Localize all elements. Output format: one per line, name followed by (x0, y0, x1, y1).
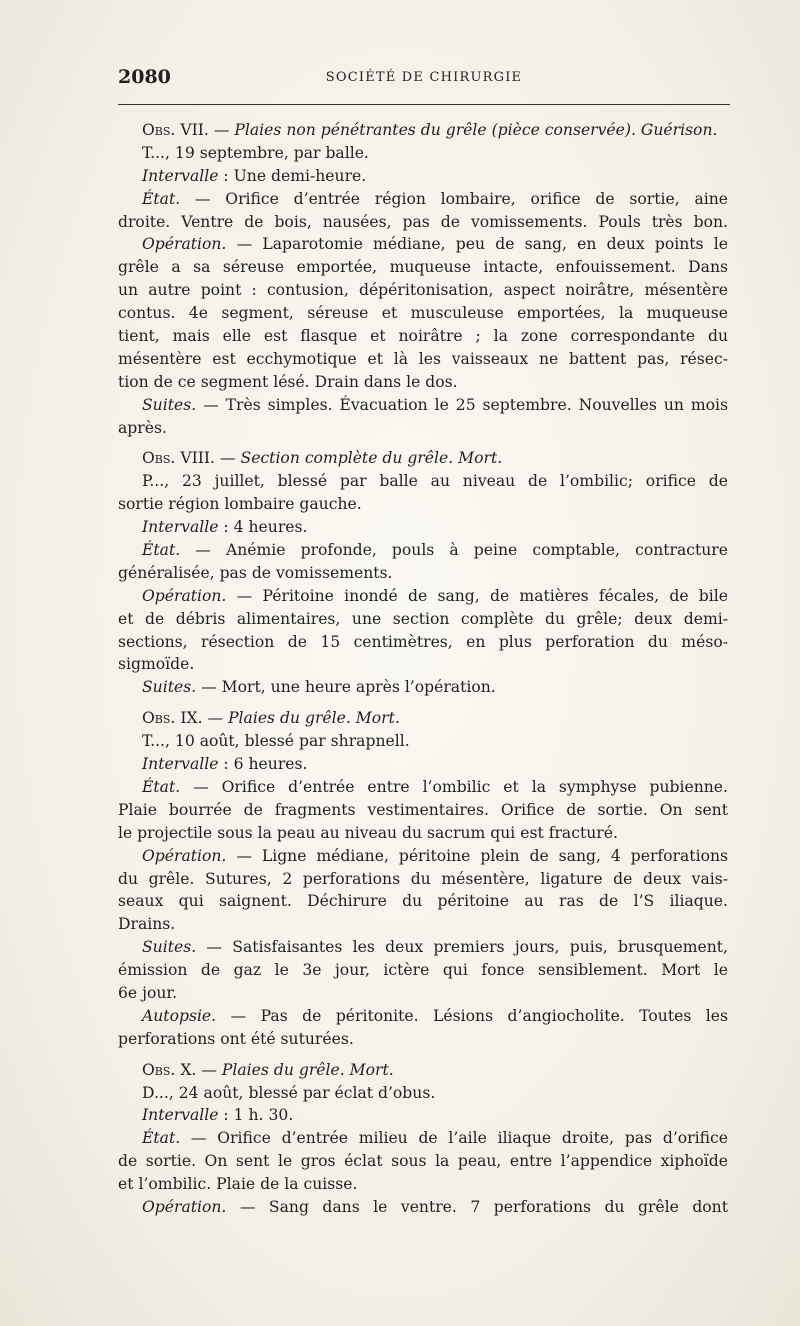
line-text: sections, résection de 15 centimètres, en plus perforation du méso- (118, 632, 728, 651)
running-title: SOCIÉTÉ DE CHIRURGIE (325, 70, 523, 85)
body-text (118, 119, 728, 1219)
text-line (118, 676, 728, 699)
text-line (118, 913, 728, 936)
text-line (118, 256, 728, 279)
text-line (118, 585, 728, 608)
section-label: Autopsie. (142, 1006, 217, 1025)
text-line (118, 371, 728, 394)
observation-label: Obs. X. (142, 1060, 197, 1079)
paragraph-gap (118, 699, 728, 707)
line-text: après. (118, 418, 167, 437)
line-text: — Ligne médiane, péritoine plein de sang, 4 perforations (226, 846, 728, 865)
line-text: — Sang dans le ventre. 7 perforations du grêle dont (226, 1197, 728, 1216)
text-line (118, 302, 728, 325)
text-line (118, 516, 728, 539)
line-text: P..., 23 juillet, blessé par balle au niveau de l’ombilic; orifice de (142, 472, 728, 491)
line-text: tient, mais elle est flasque et noirâtre ; la zone correspondante du (118, 327, 728, 346)
text-line (118, 753, 728, 776)
text-line (118, 539, 728, 562)
line-text: sortie région lombaire gauche. (118, 495, 362, 514)
section-label: État. (142, 189, 181, 208)
section-label: Opération. (142, 1197, 227, 1216)
line-text: sigmoïde. (118, 655, 195, 674)
line-text: : 6 heures. (218, 755, 308, 774)
line-text: — Satisfaisantes les deux premiers jours, puis, brusquement, (196, 938, 728, 957)
text-line (118, 1150, 728, 1173)
line-text: et de débris alimentaires, une section complète du grêle; deux demi- (118, 609, 728, 628)
section-label: Opération. (142, 586, 227, 605)
text-line (118, 1196, 728, 1219)
line-text: — Mort, une heure après l’opération. (196, 678, 496, 697)
text-line (118, 936, 728, 959)
text-line (118, 417, 728, 440)
line-text: émission de gaz le 3e jour, ictère qui fonce sensiblement. Mort le (118, 961, 728, 980)
text-line (118, 348, 728, 371)
paragraph-gap (118, 1051, 728, 1059)
text-line (118, 776, 728, 799)
observation-title: Plaies non pénétrantes du grêle (pièce conservée). Guérison. (234, 121, 718, 139)
line-text: contus. 4e segment, séreuse et musculeuse emportées, la muqueuse (118, 304, 728, 323)
line-text: — (202, 709, 229, 728)
text-line (118, 119, 728, 142)
observation-title: Plaies du grêle. Mort. (221, 1060, 394, 1079)
line-text: T..., 10 août, blessé par shrapnell. (142, 732, 410, 751)
line-text: — Très simples. Évacuation le 25 septembre. Nouvelles un mois (196, 395, 728, 414)
text-line (118, 1028, 728, 1051)
section-label: Opération. (142, 846, 227, 865)
line-text: tion de ce segment lésé. Drain dans le dos. (118, 372, 458, 391)
header-rule (118, 104, 730, 105)
text-line (118, 730, 728, 753)
line-text: du grêle. Sutures, 2 perforations du mésentère, ligature de deux vais- (118, 869, 728, 888)
line-text: T..., 19 septembre, par balle. (142, 143, 369, 162)
observation-label: Obs. VII. (142, 121, 209, 139)
text-line (118, 822, 728, 845)
text-line (118, 470, 728, 493)
text-line (118, 325, 728, 348)
observation-label: Obs. VIII. (142, 449, 216, 468)
line-text: — Orifice d’entrée milieu de l’aile iliaque droite, pas d’orifice (180, 1129, 728, 1148)
observation-title: Plaies du grêle. Mort. (228, 709, 400, 728)
line-text: — (208, 121, 235, 139)
text-line (118, 707, 728, 730)
text-line (118, 165, 728, 188)
text-line (118, 447, 728, 470)
section-label: Intervalle (142, 1106, 219, 1125)
text-line (118, 1005, 728, 1028)
line-text: perforations ont été suturées. (118, 1029, 354, 1048)
line-text: — Orifice d’entrée région lombaire, orifice de sortie, aine (180, 189, 728, 208)
text-line (118, 279, 728, 302)
line-text: mésentère est ecchymotique et là les vaisseaux ne battent pas, résec- (118, 349, 728, 368)
text-line (118, 959, 728, 982)
line-text: — Laparotomie médiane, peu de sang, en deux points le (226, 235, 728, 254)
line-text: : 4 heures. (218, 518, 308, 537)
line-text: droite. Ventre de bois, nausées, pas de vomissements. Pouls très bon. (118, 212, 728, 231)
text-line (118, 562, 728, 585)
text-line (118, 890, 728, 913)
line-text: — Anémie profonde, pouls à peine comptable, contracture (180, 541, 728, 560)
text-line (118, 845, 728, 868)
text-line (118, 211, 728, 234)
line-text: et l’ombilic. Plaie de la cuisse. (118, 1175, 358, 1194)
line-text: Drains. (118, 915, 176, 934)
line-text: seaux qui saignent. Déchirure du péritoine au ras de l’S iliaque. (118, 892, 728, 911)
line-text: — (196, 1060, 222, 1079)
section-label: État. (142, 1129, 181, 1148)
text-line (118, 1127, 728, 1150)
paragraph-gap (118, 439, 728, 447)
line-text: 6e jour. (118, 983, 178, 1002)
text-line (118, 1173, 728, 1196)
section-label: État. (142, 777, 181, 796)
line-text: le projectile sous la peau au niveau du sacrum qui est fracturé. (118, 823, 618, 842)
line-text: — Pas de péritonite. Lésions d’angiocholite. Toutes les (216, 1006, 728, 1025)
text-line (118, 1059, 728, 1082)
section-label: État. (142, 541, 181, 560)
section-label: Intervalle (142, 166, 219, 185)
line-text: — Péritoine inondé de sang, de matières fécales, de bile (226, 586, 728, 605)
section-label: Intervalle (142, 755, 219, 774)
text-line (118, 799, 728, 822)
line-text: un autre point : contusion, dépéritonisation, aspect noirâtre, mésentère (118, 281, 728, 300)
text-line (118, 188, 728, 211)
line-text: généralisée, pas de vomissements. (118, 563, 393, 582)
line-text: — (215, 449, 241, 468)
line-text: — Orifice d’entrée entre l’ombilic et la symphyse pubienne. (180, 777, 728, 796)
text-line (118, 142, 728, 165)
text-line (118, 233, 728, 256)
page-header (118, 66, 730, 92)
text-line (118, 608, 728, 631)
line-text: : Une demi-heure. (218, 166, 367, 185)
line-text: grêle a sa séreuse emportée, muqueuse intacte, enfouissement. Dans (118, 258, 728, 277)
text-line (118, 631, 728, 654)
line-text: D..., 24 août, blessé par éclat d’obus. (142, 1083, 436, 1102)
section-label: Intervalle (142, 518, 219, 537)
section-label: Suites. (142, 395, 197, 414)
text-line (118, 982, 728, 1005)
line-text: de sortie. On sent le gros éclat sous la peau, entre l’appendice xiphoïde (118, 1152, 728, 1171)
observation-label: Obs. IX. (142, 709, 203, 728)
text-line (118, 1082, 728, 1105)
section-label: Suites. (142, 938, 197, 957)
text-line (118, 1104, 728, 1127)
section-label: Opération. (142, 235, 227, 254)
text-line (118, 653, 728, 676)
section-label: Suites. (142, 678, 197, 697)
line-text: : 1 h. 30. (218, 1106, 294, 1125)
page-number: 2080 (118, 66, 171, 88)
observation-title: Section complète du grêle. Mort. (240, 449, 503, 468)
text-line (118, 868, 728, 891)
text-line (118, 394, 728, 417)
text-line (118, 493, 728, 516)
line-text: Plaie bourrée de fragments vestimentaires. Orifice de sortie. On sent (118, 800, 728, 819)
